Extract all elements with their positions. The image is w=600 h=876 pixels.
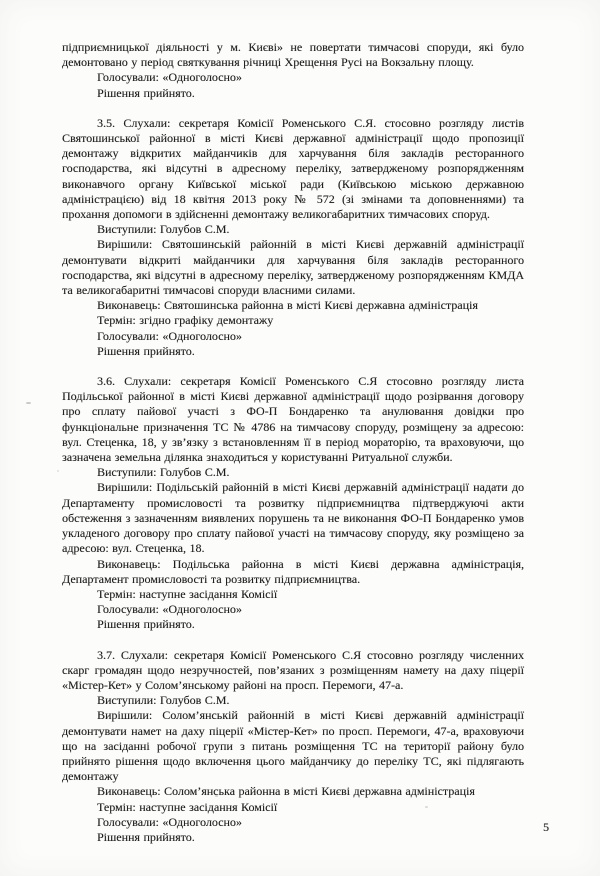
section-item-3-7 [62,648,524,846]
paragraph: Рішення прийнято. [97,829,195,844]
document-body [62,40,524,845]
paragraph: Виступили: Голубов С.М. [97,465,230,480]
paragraph: Голосували: «Одноголосно» [97,602,242,617]
page-number: 5 [543,820,549,834]
paragraph: Вирішили: Подільській районній в місті Києві державній адміністрації надати до Департаменту промисловості та розвитку підприємництва підтверджуючі акти обстеження з зазначенням виявлених порушень та не виконання ФО-П Бондаренко умов укладеного договору про сплату пайової участі на тимчасову споруду, яку розміщено за адресою: вул. Стеценка, 18. [62,480,524,556]
scan-speck [57,470,59,472]
paragraph: Голосували: «Одноголосно» [97,70,242,85]
paragraph: Виконавець: Подільська районна в місті Києві державна адміністрація, Департамент промисловості та розвитку підприємництва. [62,556,524,586]
paragraph: Виступили: Голубов С.М. [97,222,230,237]
paragraph: підприємницької діяльності у м. Києві» не повертати тимчасові споруди, які було демонтовано у період святкування річниці Хрещення Русі на Вокзальну площу. [62,40,524,70]
paragraph: Рішення прийнято. [97,85,195,100]
paragraph: Термін: наступне засідання Комісії [97,799,278,814]
paragraph: Рішення прийнято. [97,343,195,358]
section-item-3-6 [62,374,524,632]
paragraph: Термін: згідно графіку демонтажу [97,313,274,328]
paragraph: Голосували: «Одноголосно» [97,814,242,829]
paragraph: Вирішили: Святошинській районній в місті Києві державній адміністрації демонтувати відкриті майданчики для харчування біля закладів ресторанного господарства, які відсутні в адресному переліку, затвердженому розпорядженням КМДА та великогабаритні тимчасові споруди власними силами. [62,237,524,298]
paragraph: Термін: наступне засідання Комісії [97,586,278,601]
paragraph: Виконавець: Святошинська районна в місті Києві державна адміністрація [97,298,478,313]
paragraph: 3.6. Слухали: секретаря Комісії Роменського С.Я стосовно розгляду листа Подільської районної в місті Києві державної адміністрації щодо розірвання договору про сплату пайової участі з ФО-П Бондаренко та анулювання довідки про функціональне призначення ТС № 4786 на тимчасову споруду, розміщену за адресою: вул. Стеценка, 18, у зв’язку з встановленням її в період мораторію, та враховуючи, що зазначена земельна ділянка знаходиться у користуванні Ритуальної служби. [62,374,524,465]
paragraph: Рішення прийнято. [97,617,195,632]
section-item-3-5 [62,116,524,359]
paragraph: Голосували: «Одноголосно» [97,328,242,343]
paragraph: 3.7. Слухали: секретаря Комісії Роменського С.Я стосовно розгляду численних скарг громадян щодо незручностей, пов’язаних з розміщенням намету на даху піцерії «Містер-Кет» у Солом’янському районі на просп. Перемоги, 47-а. [62,647,524,692]
paragraph: Виконавець: Солом’янська районна в місті Києві державна адміністрація [97,784,475,799]
paragraph: Вирішили: Солом’янській районній в місті Києві державній адміністрації демонтувати намет на даху піцерії «Містер-Кет» по просп. Перемоги, 47-а, враховуючи що на засіданні робочої групи з питань розміщення ТС на території району було прийнято рішення щодо включення цього майданчику до переліку ТС, які підлягають демонтажу [62,708,524,784]
section-continuation [62,40,524,101]
paragraph: 3.5. Слухали: секретаря Комісії Роменського С.Я. стосовно розгляду листів Святошинської районної в місті Києві державної адміністрації щодо пропозиції демонтажу відкритих майданчиків для харчування біля закладів ресторанного господарства, які відсутні в адресному переліку, затвердженому розпорядженням виконавчого органу Київської міської ради (Київською міською державною адміністрацією) від 18 квітня 2013 року № 572 (зі змінами та доповненнями) та прохання допомоги в здійсненні демонтажу великогабаритних тимчасових споруд. [62,115,524,222]
scan-speck [26,402,31,404]
paragraph: Виступили: Голубов С.М. [97,693,230,708]
